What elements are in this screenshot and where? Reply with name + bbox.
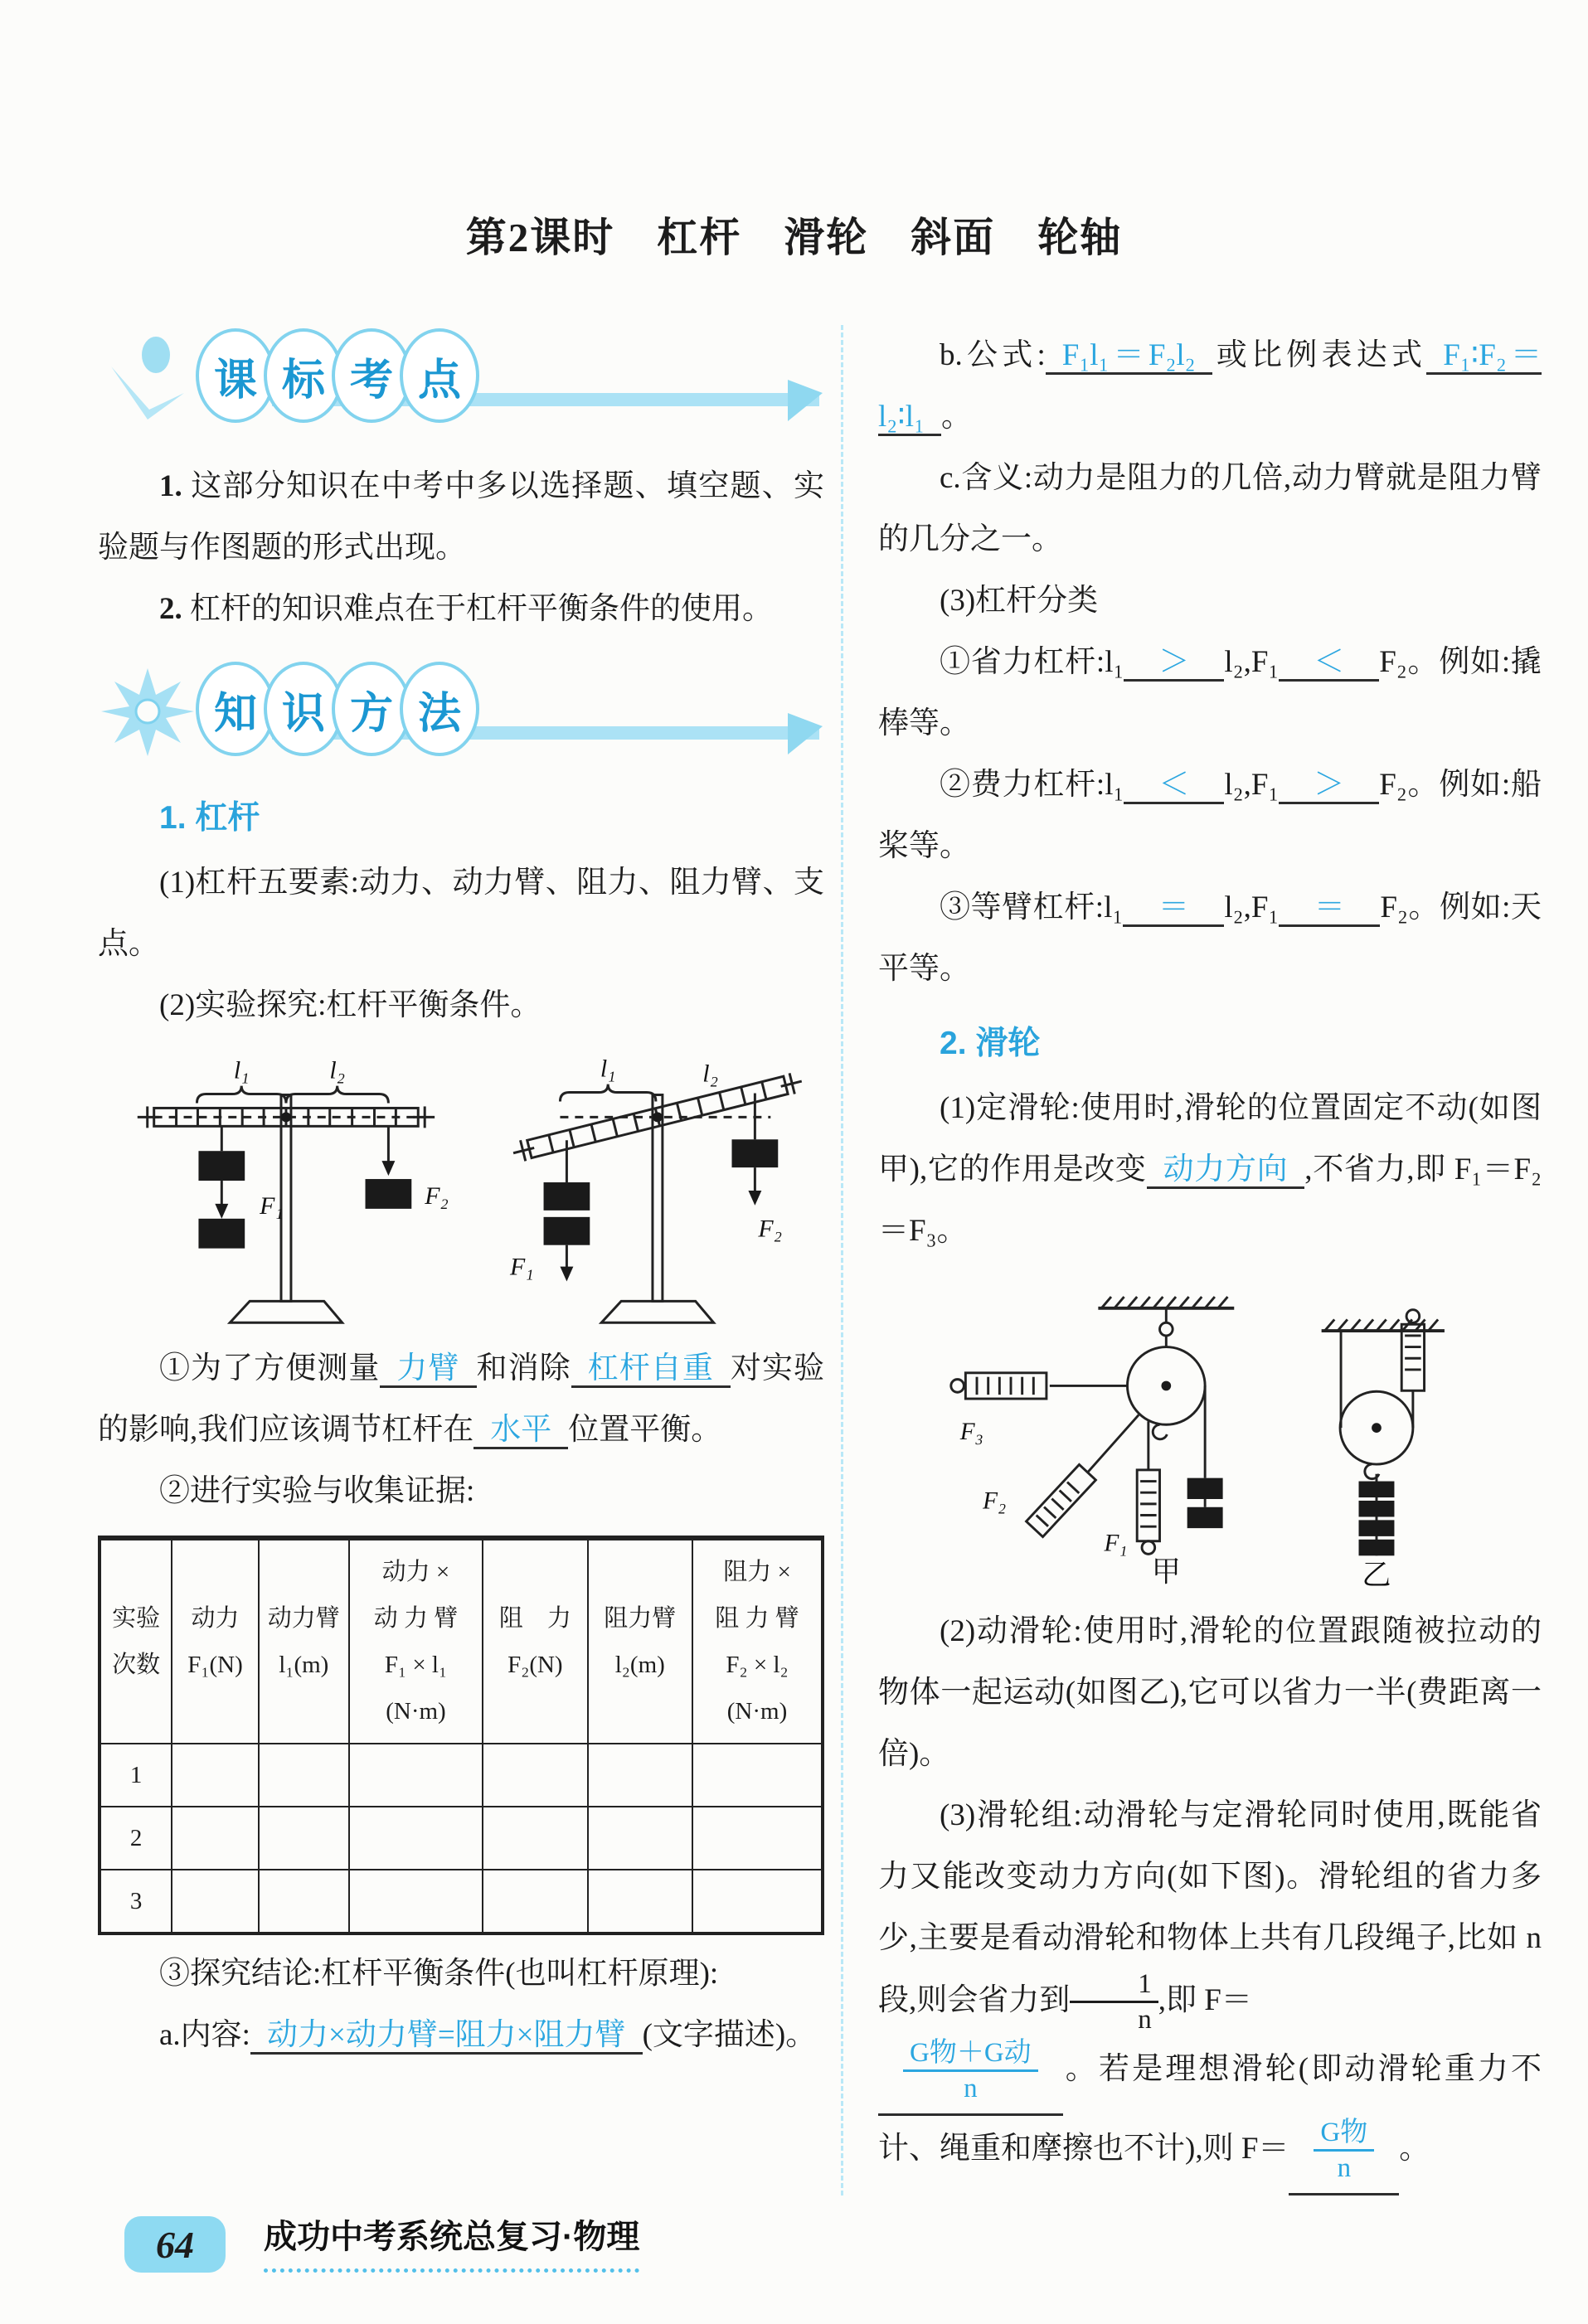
col-header: 阻力 × 阻 力 臂 F₂ × l₂ (N·m): [692, 1538, 823, 1744]
trial-number: 2: [100, 1807, 172, 1870]
left-column: [98, 325, 824, 2195]
badge-char: 标: [264, 328, 343, 423]
badge-char: 点: [400, 328, 479, 423]
movable-pulley-paragraph: (2)动滑轮:使用时,滑轮的位置跟随被拉动的物体一起运动(如图乙),它可以省力一半(费距离一倍)。: [878, 1614, 1542, 1771]
label-l2: l₂: [329, 1056, 346, 1084]
label-l1: l₁: [233, 1056, 250, 1084]
list-number: 2.: [159, 592, 182, 626]
classify-item-2: ②费力杠杆:l₁ ＜ l₂,F₁ ＞ F₂。例如:船桨等。: [878, 768, 1542, 863]
content-paragraph: a.内容: 动力×动力臂=阻力×阻力臂 (文字描述)。: [98, 2005, 824, 2066]
blank-answer: 水平: [473, 1413, 568, 1449]
table-row: [100, 1807, 823, 1870]
label-f1: F₁: [1104, 1530, 1128, 1557]
label-f1: F₁: [509, 1253, 534, 1281]
badge-char: 方: [332, 662, 411, 756]
page-title: 第2课时 杠杆 滑轮 斜面 轮轴: [465, 215, 1123, 260]
badge-char: 课: [196, 328, 275, 423]
pulley-diagram: [878, 1274, 1542, 1593]
meaning-paragraph: c.含义:动力是阻力的几倍,动力臂就是阻力臂的几分之一。: [878, 461, 1542, 556]
formula-paragraph: b.公式: F₁l₁＝F₂l₂ 或比例表达式 F₁∶F₂＝l₂∶l₁ 。: [878, 325, 1542, 448]
lever-balance-diagram: [98, 1048, 824, 1330]
blank-answer-fraction: [878, 2036, 1063, 2116]
blank-answer: ＜: [1124, 768, 1224, 804]
label-l1: l₁: [600, 1055, 616, 1083]
right-column: [843, 325, 1542, 2195]
page-footer: [124, 2216, 639, 2273]
pulley-group-paragraph: (3)滑轮组:动滑轮与定滑轮同时使用,既能省力又能改变动力方向(如下图)。滑轮组的省力多少,主要是看动滑轮和物体上共有几段绳子,比如 n 段,则会省力到 $\frac{1}{n}$ ,即 F＝: [878, 1798, 1542, 2035]
badge-char: 考: [332, 328, 411, 423]
blank-answer: ＜: [1279, 645, 1379, 682]
fraction-1-over-n: $\frac{1}{n}$: [1070, 1969, 1158, 2036]
lever-five-elements: (1)杠杆五要素:动力、动力臂、阻力、阻力臂、支点。: [98, 866, 824, 961]
section-badge-kebiao-kaodian: [98, 328, 824, 431]
intro-text-2: 杠杆的知识难点在于杠杆平衡条件的使用。: [190, 592, 773, 626]
blank-answer: 动力×动力臂=阻力×阻力臂: [250, 2018, 643, 2055]
classify-heading: (3)杠杆分类: [940, 584, 1099, 618]
label-yi: 乙: [1362, 1559, 1391, 1592]
table-header-row: [100, 1538, 823, 1744]
label-f2: F₂: [983, 1487, 1007, 1515]
col-header: 阻 力 F₂(N): [483, 1538, 587, 1744]
blank-answer: ＞: [1279, 768, 1379, 804]
list-number: 1.: [159, 469, 182, 503]
collect-evidence: ②进行实验与收集证据:: [159, 1474, 475, 1508]
trial-number: 3: [100, 1870, 172, 1933]
conclusion-paragraph: ③探究结论:杠杆平衡条件(也叫杠杆原理):: [159, 1957, 719, 1991]
blank-answer-fraction: [1289, 2116, 1399, 2195]
trial-number: 1: [100, 1744, 172, 1807]
label-jia: 甲: [1151, 1555, 1181, 1589]
page-number-badge: 64: [124, 2216, 226, 2273]
book-title: 成功中考系统总复习·物理: [264, 2217, 639, 2273]
intro-paragraph-2: [98, 579, 824, 640]
starburst-icon: [98, 663, 206, 761]
experiment-table: [98, 1536, 824, 1935]
measure-paragraph: ①为了方便测量 力臂 和消除 杠杆自重 对实验的影响,我们应该调节杠杆在 水平 位置平衡。: [98, 1338, 824, 1461]
pulley-heading: 2. 滑轮: [940, 1026, 1041, 1061]
badge-char: 法: [400, 662, 479, 756]
badge-char: 识: [264, 662, 343, 756]
label-f1: F₁: [260, 1191, 284, 1220]
col-header: 阻力臂 l₂(m): [588, 1538, 692, 1744]
label-f2: F₂: [425, 1181, 449, 1210]
badge-char: 知: [196, 662, 275, 756]
label-l2: l₂: [702, 1060, 718, 1088]
classify-item-3: ③等臂杠杆:l₁ ＝ l₂,F₁ ＝ F₂。例如:天平等。: [878, 890, 1542, 986]
two-column-layout: [98, 325, 1542, 2195]
blank-answer: ＝: [1279, 890, 1380, 927]
label-f3: F₃: [959, 1418, 983, 1445]
blank-answer: ＞: [1124, 645, 1224, 682]
lever-heading: 1. 杠杆: [159, 800, 260, 836]
reader-icon: [98, 330, 206, 428]
col-header: 动力 F₁(N): [172, 1538, 259, 1744]
blank-answer: ＝: [1123, 890, 1224, 927]
fraction-gwu-over-n: $\frac{\text{G物}}{n}$: [1314, 2118, 1374, 2185]
classify-item-1: ①省力杠杆:l₁ ＞ l₂,F₁ ＜ F₂。例如:撬棒等。: [878, 645, 1542, 740]
section-badge-zhishi-fangfa: [98, 662, 824, 764]
col-header: 实验 次数: [100, 1538, 172, 1744]
fixed-pulley-paragraph: (1)定滑轮:使用时,滑轮的位置固定不动(如图甲),它的作用是改变 动力方向 ,不省力,即 F₁＝F₂＝F₃。: [878, 1091, 1542, 1248]
intro-text-1: 这部分知识在中考中多以选择题、填空题、实验题与作图题的形式出现。: [98, 469, 824, 565]
pulley-formula-paragraph: $\frac{\text{G物＋G动}}{n}$ 。若是理想滑轮(即动滑轮重力不计、绳重和摩擦也不计),则 F＝ $\frac{\text{G物}}{n}$ 。: [878, 2036, 1542, 2195]
table-row: [100, 1744, 823, 1807]
intro-paragraph-1: [98, 456, 824, 579]
label-f2: F₂: [758, 1215, 782, 1243]
lever-experiment: (2)实验探究:杠杆平衡条件。: [159, 988, 541, 1022]
blank-answer: F₁∶F₂＝l₂∶l₁: [878, 338, 1542, 436]
blank-answer: 杠杆自重: [571, 1351, 731, 1388]
col-header: 动力臂 l₁(m): [259, 1538, 349, 1744]
fraction-g-over-n: $\frac{\text{G物＋G动}}{n}$: [903, 2038, 1038, 2105]
col-header: 动力 × 动 力 臂 F₁ × l₁ (N·m): [349, 1538, 483, 1744]
blank-answer: F₁l₁＝F₂l₂: [1046, 338, 1212, 375]
blank-answer: 动力方向: [1147, 1152, 1305, 1189]
table-row: [100, 1870, 823, 1933]
blank-answer: 力臂: [380, 1351, 476, 1388]
